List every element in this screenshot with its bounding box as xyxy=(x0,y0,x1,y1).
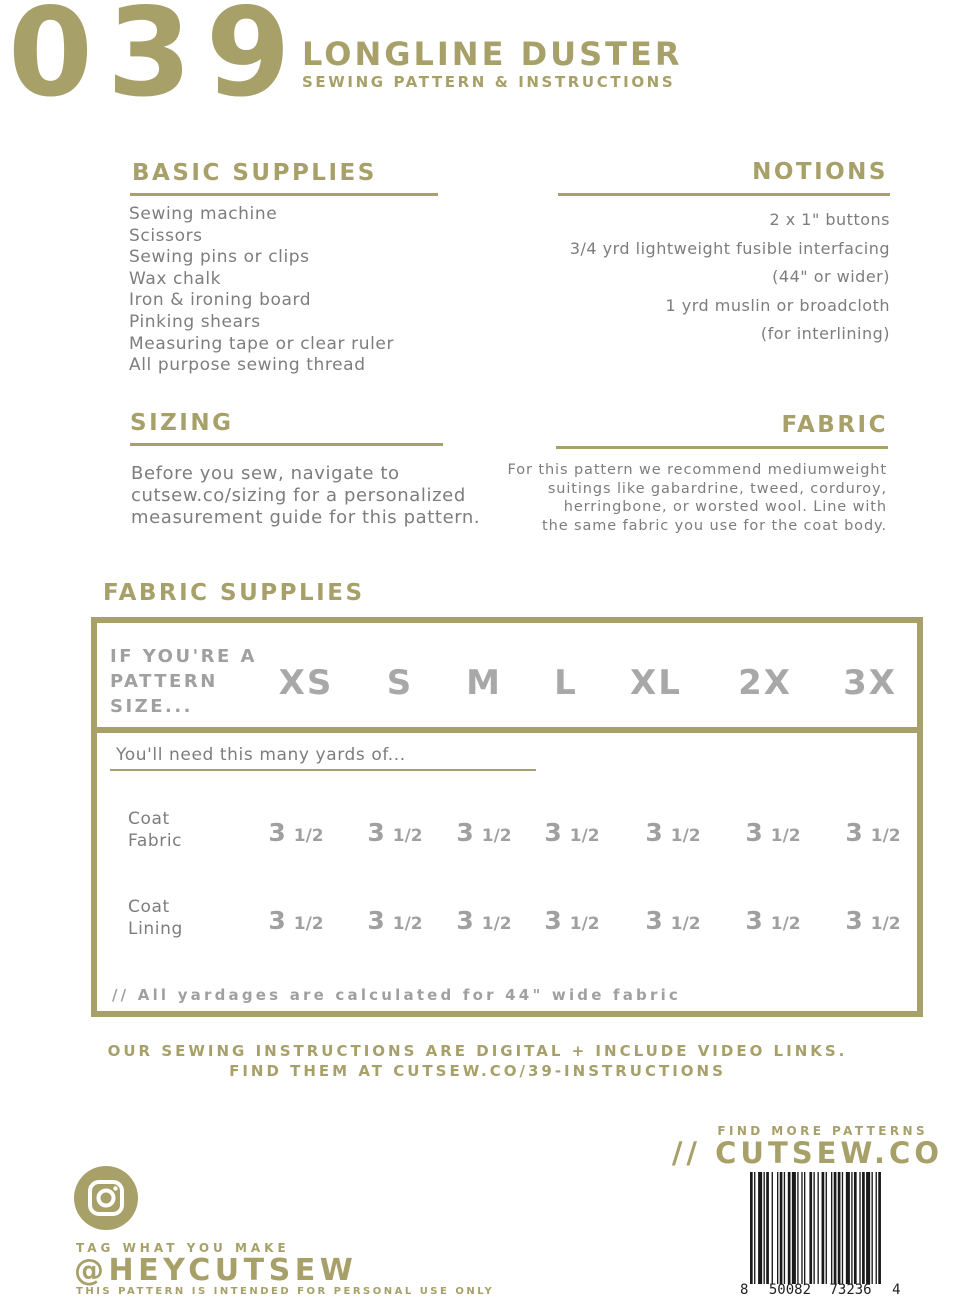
yardage-cell xyxy=(833,820,913,845)
notions-rule xyxy=(558,193,890,196)
yardage-whole: 3 xyxy=(845,906,863,935)
yardage-whole: 3 xyxy=(268,818,286,847)
yardage-whole: 3 xyxy=(745,818,763,847)
size-s: S xyxy=(386,663,414,703)
yardage-fraction: 1/2 xyxy=(870,826,901,846)
yardage-whole: 3 xyxy=(456,818,474,847)
barcode-bar xyxy=(813,1172,814,1284)
row-label-line: Coat xyxy=(128,897,170,917)
barcode-bar xyxy=(764,1172,765,1284)
yardage-whole: 3 xyxy=(645,818,663,847)
size-3x: 3X xyxy=(843,663,897,703)
row-label-line: Fabric xyxy=(128,831,183,851)
yardage-cell xyxy=(532,820,612,845)
yardage-fraction: 1/2 xyxy=(569,914,600,934)
barcode-digit: 4 xyxy=(892,1282,901,1298)
yardage-cell xyxy=(444,820,524,845)
barcode-bar xyxy=(754,1172,755,1284)
yardage-fraction: 1/2 xyxy=(569,826,600,846)
sizing-rule xyxy=(130,443,443,446)
list-item: Wax chalk xyxy=(129,268,222,289)
barcode-bar xyxy=(854,1172,857,1284)
yardage-cell xyxy=(355,908,435,933)
list-item: All purpose sewing thread xyxy=(129,355,366,376)
yardage-cell xyxy=(355,820,435,845)
list-item: (44" or wider) xyxy=(772,267,890,286)
yardage-fraction: 1/2 xyxy=(392,914,423,934)
yardage-fraction: 1/2 xyxy=(770,826,801,846)
yardage-cell xyxy=(633,908,713,933)
yardage-fraction: 1/2 xyxy=(870,914,901,934)
yardage-table-divider xyxy=(91,727,923,733)
barcode-bar xyxy=(804,1172,805,1284)
barcode-bar xyxy=(842,1172,843,1284)
barcode-bar xyxy=(809,1172,812,1284)
fabric-line: herringbone, or worsted wool. Line with xyxy=(563,499,887,515)
yardage-fraction: 1/2 xyxy=(770,914,801,934)
list-item: Pinking shears xyxy=(129,311,261,332)
yardage-cell xyxy=(733,908,813,933)
instagram-icon[interactable] xyxy=(74,1166,138,1230)
sizing-text xyxy=(131,463,480,529)
instructions-line-1: OUR SEWING INSTRUCTIONS ARE DIGITAL + INCLUDE VIDEO LINKS. xyxy=(107,1042,848,1060)
barcode-bar xyxy=(862,1172,865,1284)
size-question xyxy=(110,644,257,719)
personal-use-notice: THIS PATTERN IS INTENDED FOR PERSONAL USE ONLY xyxy=(76,1286,495,1297)
yardage-note: // All yardages are calculated for 44" wide fabric xyxy=(112,986,682,1004)
row-label-line: Lining xyxy=(128,919,183,939)
size-l: L xyxy=(554,663,578,703)
barcode-bar xyxy=(797,1172,798,1284)
barcode-bar xyxy=(750,1172,753,1284)
size-m: M xyxy=(466,663,502,703)
website-link[interactable]: // CUTSEW.CO xyxy=(671,1136,943,1170)
size-xl: XL xyxy=(630,663,682,703)
yardage-whole: 3 xyxy=(745,906,763,935)
barcode-bar xyxy=(780,1172,783,1284)
barcode-bar xyxy=(838,1172,841,1284)
yards-needed-rule xyxy=(110,769,536,771)
fabric-text xyxy=(508,461,887,535)
instructions-line-2[interactable]: FIND THEM AT CUTSEW.CO/39-INSTRUCTIONS xyxy=(229,1062,726,1080)
sizing-heading: SIZING xyxy=(130,410,234,436)
notions-heading: NOTIONS xyxy=(752,159,888,185)
barcode-digit: 50082 xyxy=(768,1282,812,1298)
fabric-rule xyxy=(556,446,888,449)
barcode-bar xyxy=(831,1172,832,1284)
yardage-cell xyxy=(833,908,913,933)
find-more-patterns: FIND MORE PATTERNS xyxy=(717,1124,928,1138)
barcode-bar xyxy=(788,1172,791,1284)
yardage-whole: 3 xyxy=(845,818,863,847)
barcode-bar xyxy=(826,1172,827,1284)
barcode-bar xyxy=(851,1172,852,1284)
size-question-line: PATTERN xyxy=(110,671,218,692)
barcode-bar xyxy=(818,1172,819,1284)
barcode-bar xyxy=(866,1172,870,1284)
sizing-line: Before you sew, navigate to xyxy=(131,463,400,484)
yardage-cell xyxy=(633,820,713,845)
yardage-fraction: 1/2 xyxy=(392,826,423,846)
size-question-line: IF YOU'RE A xyxy=(110,646,257,667)
size-question-line: SIZE... xyxy=(110,696,194,717)
yardage-fraction: 1/2 xyxy=(481,914,512,934)
fabric-line: the same fabric you use for the coat body. xyxy=(542,517,887,534)
sizing-line: measurement guide for this pattern. xyxy=(131,507,481,528)
size-xs: XS xyxy=(278,663,334,703)
barcode-bar xyxy=(822,1172,825,1284)
yards-needed-text: You'll need this many yards of... xyxy=(116,745,406,765)
notions-list xyxy=(570,206,890,349)
sizing-line: cutsew.co/sizing for a personalized xyxy=(131,485,466,506)
yardage-whole: 3 xyxy=(268,906,286,935)
fabric-supplies-heading: FABRIC SUPPLIES xyxy=(103,580,365,606)
yardage-fraction: 1/2 xyxy=(293,826,324,846)
list-item: 2 x 1" buttons xyxy=(769,210,890,229)
size-2x: 2X xyxy=(738,663,792,703)
barcode-bar xyxy=(876,1172,877,1284)
list-item: Measuring tape or clear ruler xyxy=(129,333,395,354)
yardage-whole: 3 xyxy=(367,906,385,935)
tag-prompt: TAG WHAT YOU MAKE xyxy=(76,1241,290,1255)
yardage-cell xyxy=(733,820,813,845)
barcode-bar xyxy=(772,1172,773,1284)
yardage-whole: 3 xyxy=(544,906,562,935)
pattern-number: 039 xyxy=(8,0,305,124)
fabric-line: For this pattern we recommend mediumweight xyxy=(507,462,887,478)
barcode-digit: 8 xyxy=(740,1282,749,1298)
basic-supplies-heading: BASIC SUPPLIES xyxy=(132,160,377,186)
yardage-cell xyxy=(256,908,336,933)
barcode-bar xyxy=(846,1172,850,1284)
list-item: (for interlining) xyxy=(760,324,890,343)
basic-supplies-list xyxy=(129,204,394,377)
yardage-fraction: 1/2 xyxy=(670,826,701,846)
barcode xyxy=(748,1172,932,1284)
yardage-fraction: 1/2 xyxy=(481,826,512,846)
list-item: Iron & ironing board xyxy=(129,290,312,311)
barcode-bar xyxy=(777,1172,778,1284)
row-label-coat-fabric xyxy=(128,808,182,852)
instagram-handle[interactable]: @HEYCUTSEW xyxy=(74,1253,358,1288)
yardage-fraction: 1/2 xyxy=(293,914,324,934)
yardage-whole: 3 xyxy=(456,906,474,935)
yardage-fraction: 1/2 xyxy=(670,914,701,934)
barcode-bar xyxy=(859,1172,860,1284)
pattern-title: LONGLINE DUSTER xyxy=(302,35,683,73)
barcode-bar xyxy=(792,1172,796,1284)
list-item: Sewing pins or clips xyxy=(129,247,310,268)
yardage-cell xyxy=(444,908,524,933)
list-item: 3/4 yrd lightweight fusible interfacing xyxy=(569,238,890,258)
barcode-bar xyxy=(801,1172,802,1284)
yardage-whole: 3 xyxy=(367,818,385,847)
fabric-line: suitings like gabardrine, tweed, corduroy, xyxy=(547,480,887,497)
row-label-line: Coat xyxy=(128,809,170,829)
barcode-digit: 73236 xyxy=(829,1282,872,1298)
instagram-glyph xyxy=(74,1166,138,1230)
list-item: Sewing machine xyxy=(129,204,278,224)
list-item: Scissors xyxy=(129,225,203,246)
yardage-whole: 3 xyxy=(645,906,663,935)
barcode-bar xyxy=(758,1172,762,1284)
barcode-bar xyxy=(878,1172,881,1284)
basic-supplies-rule xyxy=(130,193,438,196)
yardage-cell xyxy=(256,820,336,845)
list-item: 1 yrd muslin or broadcloth xyxy=(665,295,890,315)
barcode-bar xyxy=(766,1172,769,1284)
row-label-coat-lining xyxy=(128,896,183,940)
fabric-heading: FABRIC xyxy=(781,412,888,438)
barcode-bar xyxy=(834,1172,837,1284)
yardage-cell xyxy=(532,908,612,933)
pattern-subtitle: SEWING PATTERN & INSTRUCTIONS xyxy=(302,73,676,91)
barcode-number xyxy=(740,1282,940,1298)
yardage-whole: 3 xyxy=(544,818,562,847)
barcode-bar xyxy=(784,1172,785,1284)
barcode-bar xyxy=(872,1172,873,1284)
